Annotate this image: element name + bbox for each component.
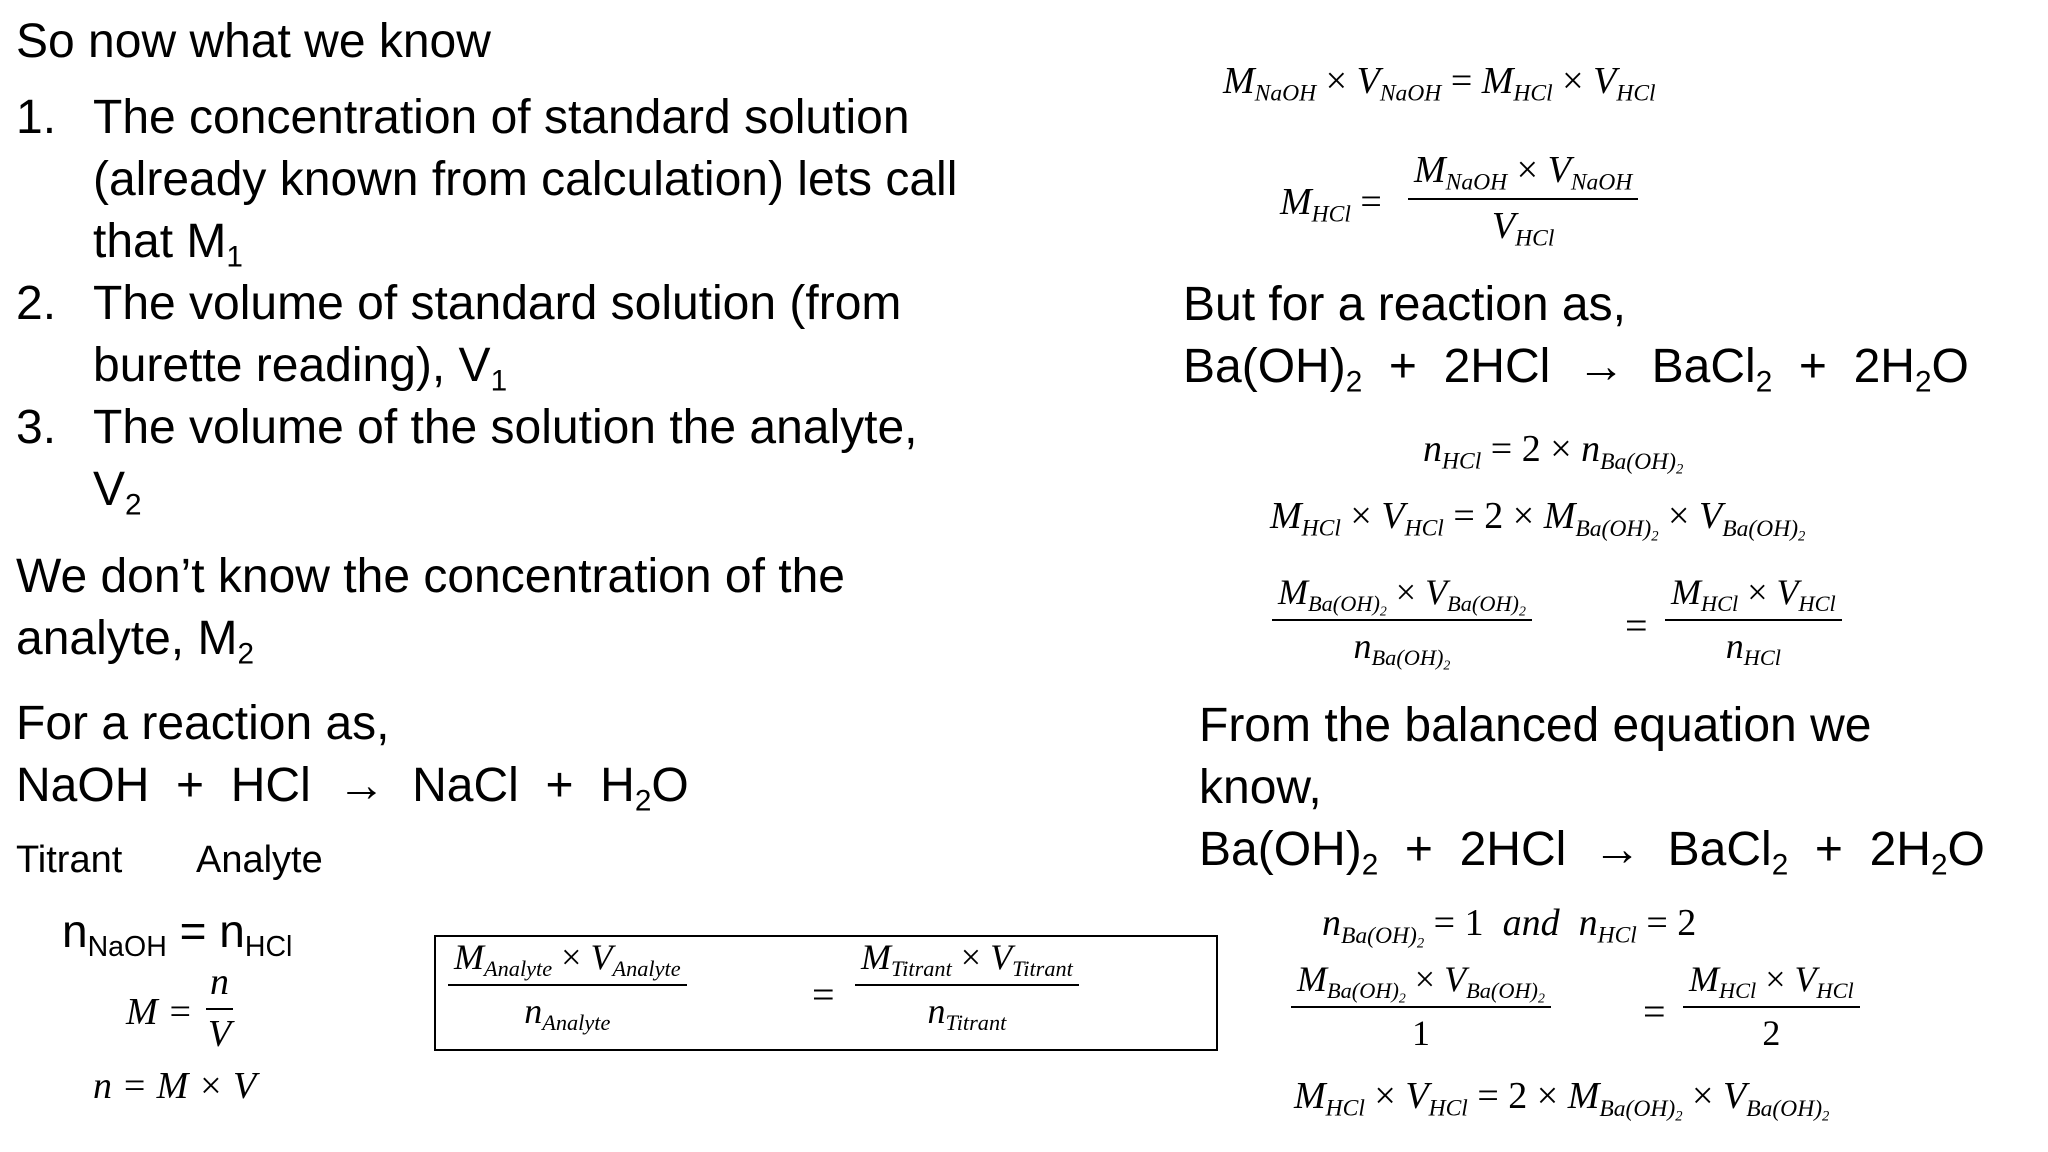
moles-equality: $n_{NaOH} = n_{HCl}$ [62, 905, 293, 964]
baoh2-ratio-left-fraction [1272, 572, 1532, 673]
coefficient-ratio-left-fraction [1291, 960, 1551, 1053]
balanced-line-2: know, [1199, 761, 1322, 814]
boxed-left-denominator: $n_{Analyte}$ [524, 990, 611, 1035]
naoh-hcl-reaction: NaOH + HCl → NaCl + $H_2O$ [16, 759, 689, 818]
moles-definition: n = M × V [93, 1065, 257, 1107]
list-number-1: 1. [16, 91, 57, 144]
coefficient-ratio-right-numerator: $M_{HCl} \times V_{HCl}$ [1683, 960, 1860, 1008]
hcl-molarity-fraction [1408, 149, 1638, 252]
analyte-label: Analyte [196, 839, 323, 881]
baoh2-ratio-right-fraction [1665, 572, 1842, 670]
molarity-volume-equation: $M_{HCl} \times V_{HCl} = 2 \times M_{Ba(OH)_2} \times V_{Ba(OH)_2}$ [1270, 495, 1806, 545]
reaction-intro: For a reaction as, [16, 697, 390, 750]
final-molarity-equation: $M_{HCl} \times V_{HCl} = 2 \times M_{Ba(OH)_2} \times V_{Ba(OH)_2}$ [1294, 1075, 1830, 1125]
boxed-left-fraction [448, 937, 687, 1035]
list-number-3: 3. [16, 401, 57, 454]
baoh2-hcl-reaction: $Ba(OH)_2 + 2HCl$ → BaCl$_2$ + $2H_2O$ [1183, 340, 1969, 399]
boxed-right-fraction [855, 937, 1079, 1035]
list-item-1-line-1: The concentration of standard solution [93, 91, 910, 144]
boxed-equals: = [812, 972, 835, 1017]
hcl-molarity-numerator: $M_{NaOH} \times V_{NaOH}$ [1408, 150, 1638, 200]
hcl-molarity-denominator: $V_{HCl}$ [1491, 204, 1555, 252]
boxed-right-numerator: $M_{Titrant} \times V_{Titrant}$ [855, 938, 1079, 986]
stoichiometric-coefficients: $n_{Ba(OH)_2} = 1$ and $n_{HCl} = 2$ [1322, 902, 1697, 952]
but-intro: But for a reaction as, [1183, 278, 1626, 331]
balanced-line-1: From the balanced equation we [1199, 699, 1872, 752]
baoh2-ratio-left-numerator: $M_{Ba(OH)_2} \times V_{Ba(OH)_2}$ [1272, 573, 1532, 621]
baoh2-ratio-right-numerator: $M_{HCl} \times V_{HCl}$ [1665, 573, 1842, 621]
coefficient-ratio-left-numerator: $M_{Ba(OH)_2} \times V_{Ba(OH)_2}$ [1291, 960, 1551, 1008]
coefficient-ratio-equals: = [1643, 989, 1666, 1034]
list-item-3-line-1: The volume of the solution the analyte, [93, 401, 918, 454]
boxed-right-denominator: $n_{Titrant}$ [927, 990, 1007, 1035]
unknown-line-2: analyte, $M_2$ [16, 612, 254, 671]
naoh-hcl-molarity-equation: $M_{NaOH} \times V_{NaOH} = M_{HCl} \times V_{HCl}$ [1223, 60, 1656, 107]
boxed-left-numerator: $M_{Analyte} \times V_{Analyte}$ [448, 938, 687, 986]
molarity-definition-fraction [206, 962, 233, 1056]
list-item-1-line-2: (already known from calculation) lets call [93, 153, 958, 206]
molarity-denominator: V [207, 1012, 232, 1055]
unknown-line-1: We don’t know the concentration of the [16, 550, 845, 603]
list-item-2-line-2: burette reading), $V_1$ [93, 339, 508, 398]
slide-title: So now what we know [16, 15, 491, 68]
list-item-2-line-1: The volume of standard solution (from [93, 277, 902, 330]
baoh2-ratio-right-denominator: $n_{HCl}$ [1725, 625, 1781, 670]
coefficient-ratio-left-denominator: 1 [1411, 1012, 1430, 1053]
list-item-3-line-2: $V_2$ [93, 463, 142, 522]
hcl-molarity-lhs: $M_{HCl}$ = [1280, 181, 1382, 228]
coefficient-ratio-right-fraction [1683, 960, 1860, 1053]
baoh2-ratio-left-denominator: $n_{Ba(OH)_2}$ [1353, 625, 1451, 673]
baoh2-ratio-equals: = [1625, 603, 1648, 648]
list-item-1-line-3: that $M_1$ [93, 215, 243, 274]
titrant-label: Titrant [16, 839, 123, 881]
list-number-2: 2. [16, 277, 57, 330]
moles-ratio-equation: $n_{HCl} = 2 \times n_{Ba(OH)_2}$ [1423, 428, 1684, 478]
coefficient-ratio-right-denominator: 2 [1762, 1012, 1781, 1053]
molarity-numerator: n [206, 962, 233, 1010]
molarity-definition-lhs: M = [126, 991, 193, 1033]
baoh2-hcl-reaction-balanced: $Ba(OH)_2 + 2HCl$ → BaCl$_2$ + $2H_2O$ [1199, 823, 1985, 882]
